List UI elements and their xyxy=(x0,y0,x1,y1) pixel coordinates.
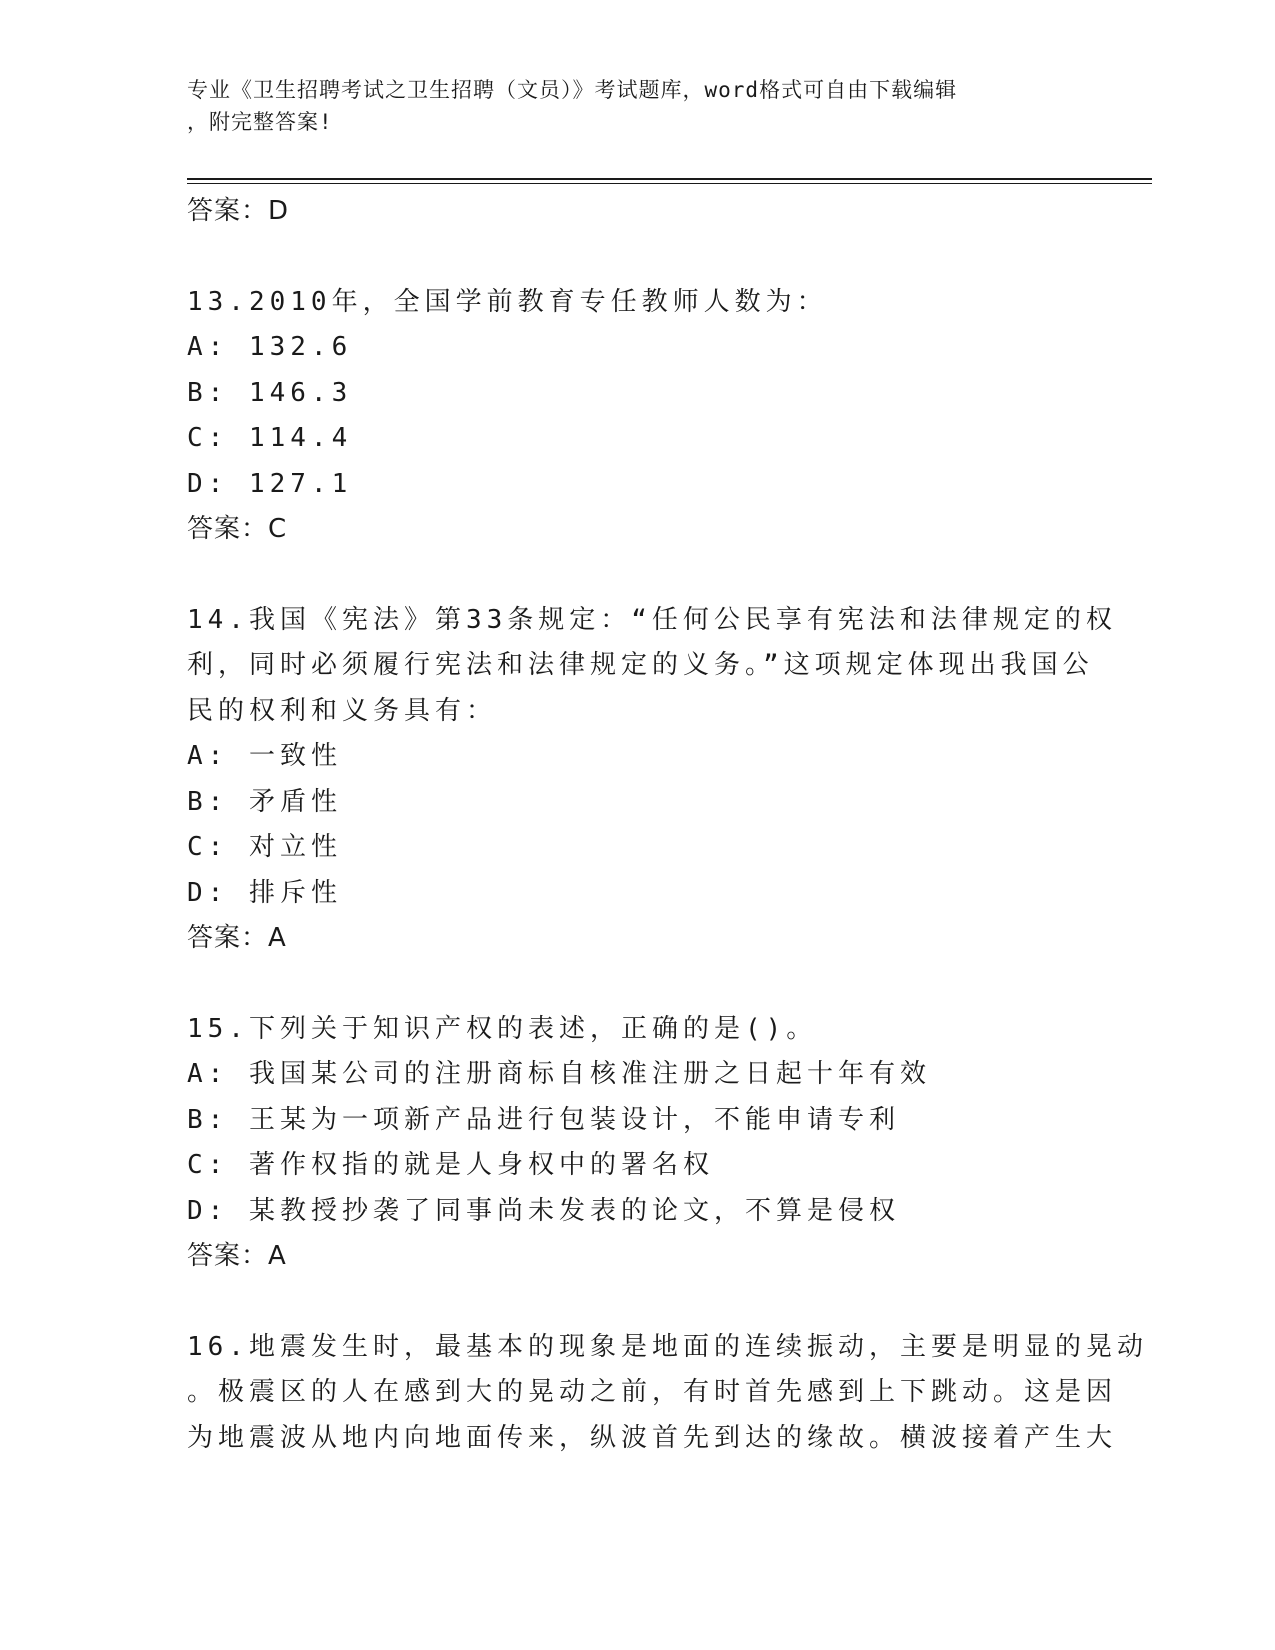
question-text: 利，同时必须履行宪法和法律规定的义务。”这项规定体现出我国公 xyxy=(187,650,1094,680)
question-text: 14.我国《宪法》第33条规定：“任何公民享有宪法和法律规定的权 xyxy=(187,604,1117,635)
option-d: D: 127.1 xyxy=(187,468,353,499)
spacer xyxy=(187,962,1087,1007)
option-b: B: 王某为一项新产品进行包装设计，不能申请专利 xyxy=(187,1104,900,1135)
header-divider-thick xyxy=(187,178,1152,180)
option-a: A: 132.6 xyxy=(187,332,353,362)
option-d: D: 排斥性 xyxy=(187,877,342,908)
spacer xyxy=(187,1280,1087,1325)
question-text: 16.地震发生时，最基本的现象是地面的连续振动，主要是明显的晃动 xyxy=(187,1331,1148,1362)
answer: 答案：A xyxy=(187,1241,287,1271)
question-13 xyxy=(187,280,1087,553)
question-text: 15.下列关于知识产权的表述，正确的是()。 xyxy=(187,1013,818,1044)
question-text: 为地震波从地内向地面传来，纵波首先到达的缘故。横波接着产生大 xyxy=(187,1422,1118,1453)
header-line-2: ，附完整答案! xyxy=(187,110,333,134)
option-b: B: 146.3 xyxy=(187,377,353,408)
question-content xyxy=(187,189,1148,1461)
question-text: 民的权利和义务具有： xyxy=(187,695,498,726)
question-15 xyxy=(187,1007,1087,1280)
option-c: C: 对立性 xyxy=(187,832,342,862)
option-a: A: 我国某公司的注册商标自核准注册之日起十年有效 xyxy=(187,1059,931,1089)
answer: 答案：C xyxy=(187,514,288,544)
question-text: 。极震区的人在感到大的晃动之前，有时首先感到上下跳动。这是因 xyxy=(187,1377,1118,1407)
question-text: 13.2010年，全国学前教育专任教师人数为： xyxy=(187,286,828,317)
option-c: C: 114.4 xyxy=(187,423,353,453)
option-c: C: 著作权指的就是人身权中的署名权 xyxy=(187,1150,714,1180)
header-line-1: 专业《卫生招聘考试之卫生招聘（文员）》考试题库，word格式可自由下载编辑 xyxy=(187,78,958,102)
option-a: A: 一致性 xyxy=(187,741,342,771)
option-d: D: 某教授抄袭了同事尚未发表的论文，不算是侵权 xyxy=(187,1195,900,1226)
spacer xyxy=(187,553,1087,598)
question-14 xyxy=(187,598,1117,962)
spacer xyxy=(187,235,1087,280)
page-header xyxy=(187,74,1067,138)
answer: 答案：A xyxy=(187,923,287,953)
question-16 xyxy=(187,1325,1148,1462)
header-divider-thin xyxy=(187,183,1152,184)
option-b: B: 矛盾性 xyxy=(187,786,342,817)
previous-answer: 答案：D xyxy=(187,196,290,226)
